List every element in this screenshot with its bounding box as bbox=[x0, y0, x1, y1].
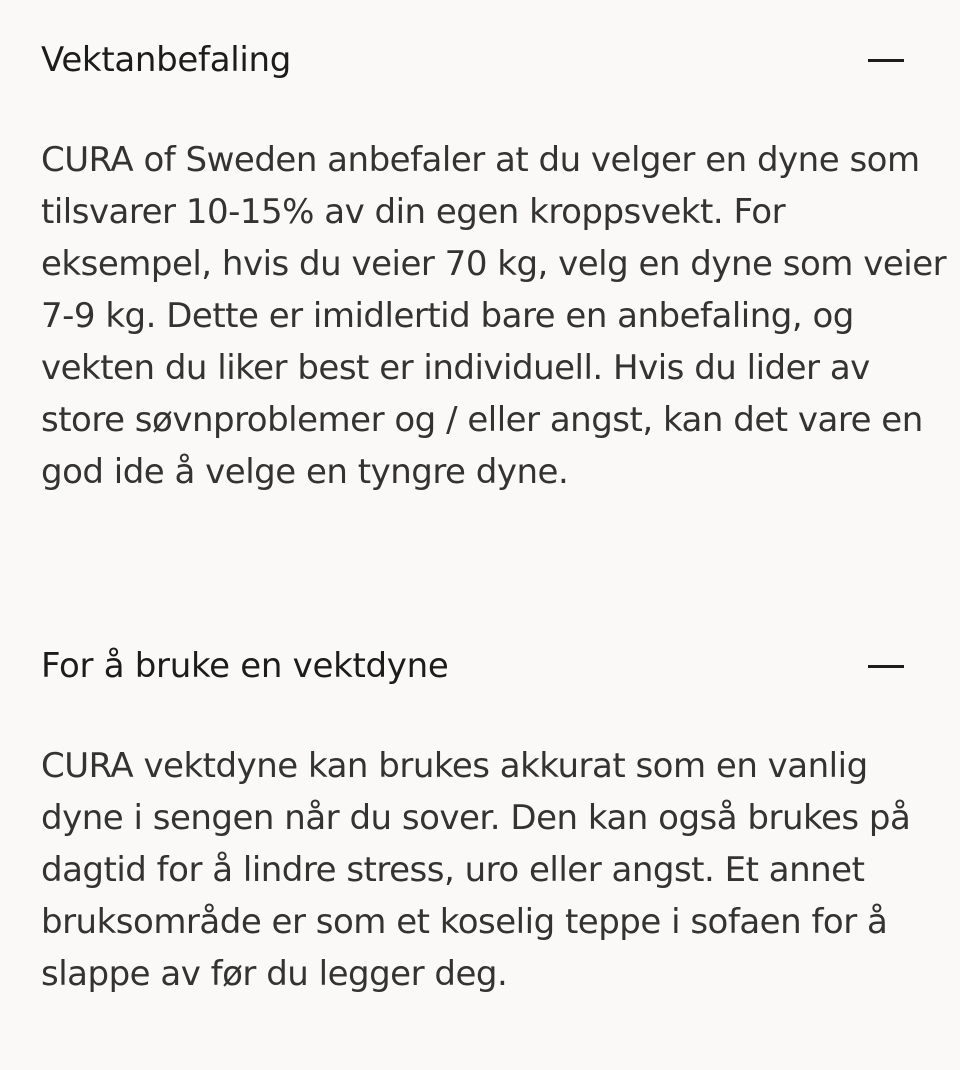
body-line: CURA vektdyne kan brukes akkurat som en vanlig bbox=[41, 746, 868, 786]
section-title: Vektanbefaling bbox=[41, 40, 292, 80]
body-line: eksempel, hvis du veier 70 kg, velg en dyne som veier bbox=[41, 244, 947, 284]
body-line: god ide å velge en tyngre dyne. bbox=[41, 452, 569, 492]
minus-icon[interactable] bbox=[866, 650, 906, 682]
minus-icon[interactable] bbox=[866, 44, 906, 76]
body-line: store søvnproblemer og / eller angst, kan det vare en bbox=[41, 400, 923, 440]
accordion-section-how-to-use bbox=[0, 606, 960, 994]
body-line: dyne i sengen når du sover. Den kan også brukes på bbox=[41, 798, 911, 838]
section-body bbox=[41, 134, 947, 498]
accordion-header-how-to-use[interactable] bbox=[0, 606, 960, 726]
accordion-header-weight-recommendation[interactable] bbox=[0, 0, 960, 120]
body-line: dagtid for å lindre stress, uro eller angst. Et annet bbox=[41, 850, 865, 890]
body-line: tilsvarer 10-15% av din egen kroppsvekt. For bbox=[41, 192, 786, 232]
body-line: CURA of Sweden anbefaler at du velger en dyne som bbox=[41, 140, 920, 180]
section-body bbox=[41, 740, 931, 1000]
accordion-section-weight-recommendation bbox=[0, 0, 960, 492]
section-title: For å bruke en vektdyne bbox=[41, 646, 449, 686]
body-line: bruksområde er som et koselig teppe i sofaen for å bbox=[41, 902, 888, 942]
body-line: slappe av før du legger deg. bbox=[41, 954, 508, 994]
body-line: 7-9 kg. Dette er imidlertid bare en anbefaling, og bbox=[41, 296, 854, 336]
body-line: vekten du liker best er individuell. Hvis du lider av bbox=[41, 348, 870, 388]
